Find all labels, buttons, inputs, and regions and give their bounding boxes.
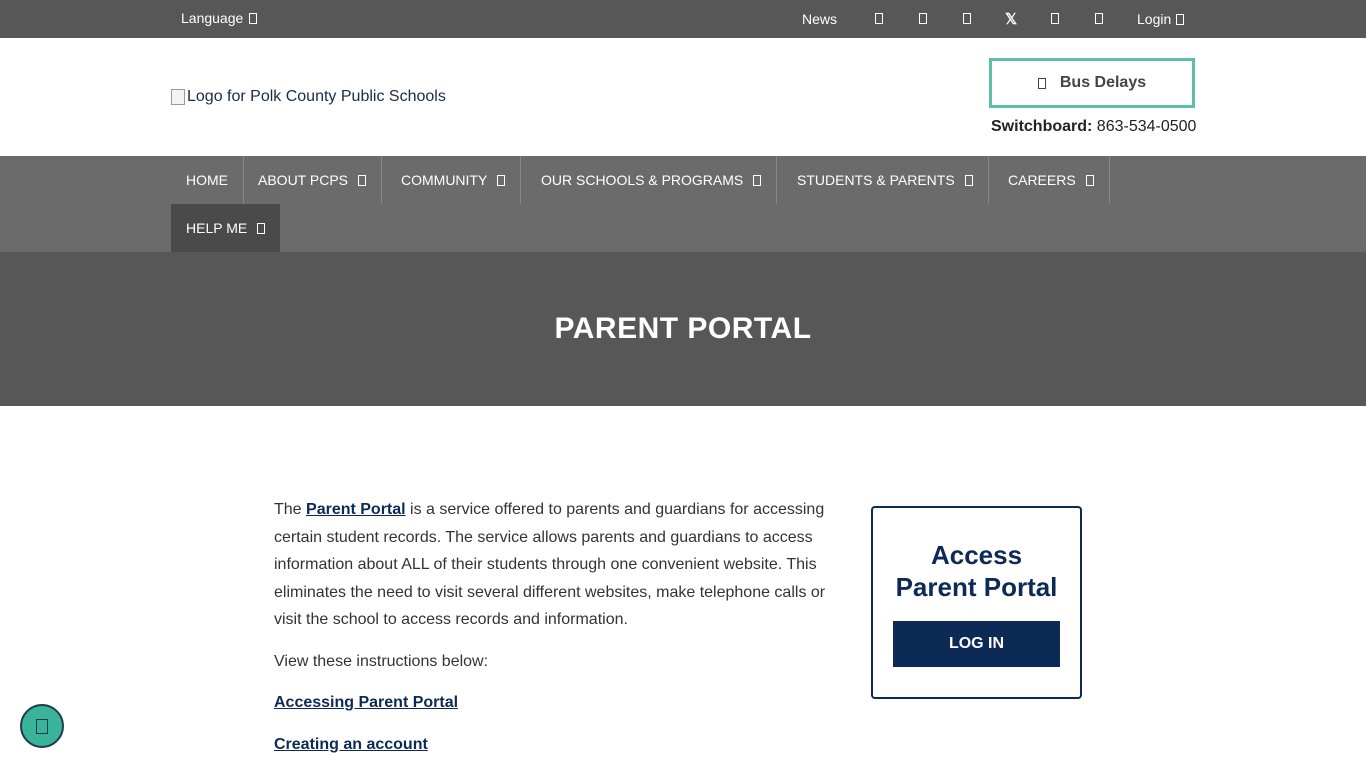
chevron-down-icon [965, 175, 973, 186]
accessibility-icon [36, 719, 48, 734]
nav-item-about[interactable] [243, 156, 382, 204]
main-navigation [0, 156, 1366, 252]
broken-image-icon [171, 89, 185, 105]
bus-delays-label: Bus Delays [1059, 74, 1147, 91]
card-title [873, 539, 1080, 603]
intro-text-start: The [274, 501, 307, 518]
news-link[interactable]: News [802, 11, 838, 27]
nav-label: ABOUT PCPS [258, 172, 348, 188]
top-utility-bar [0, 0, 1366, 38]
linkedin-icon[interactable] [1033, 12, 1077, 27]
card-title-line1: Access [930, 540, 1023, 570]
language-label: Language [181, 10, 244, 26]
bus-icon [1038, 78, 1046, 89]
intro-text-rest: is a service offered to parents and guardians for accessing certain student records. The service allows parents and guardians to access information about ALL of their students through one convenient website. This eliminates the need to visit several different websites, make telephone calls or visit the school to access records and information. [274, 501, 826, 628]
site-header [0, 38, 1366, 156]
chevron-down-icon [1176, 14, 1184, 25]
chevron-down-icon [497, 175, 505, 186]
creating-account-link[interactable]: Creating an account [274, 735, 428, 753]
page-banner [0, 252, 1366, 406]
chevron-down-icon [753, 175, 761, 186]
nav-label: CAREERS [1008, 172, 1076, 188]
card-title-line2: Parent Portal [895, 572, 1058, 602]
chevron-down-icon [1086, 175, 1094, 186]
chevron-down-icon [249, 13, 257, 24]
access-portal-card [871, 506, 1082, 699]
nav-label: OUR SCHOOLS & PROGRAMS [541, 172, 744, 188]
nav-item-community[interactable] [386, 156, 521, 204]
parent-portal-link[interactable]: Parent Portal [306, 501, 406, 518]
nav-item-schools-programs[interactable] [526, 156, 777, 204]
switchboard-info [991, 118, 1196, 136]
chevron-down-icon [257, 223, 265, 234]
accessibility-widget-button[interactable] [20, 704, 64, 748]
switchboard-label: Switchboard: [991, 118, 1093, 135]
youtube-icon[interactable] [945, 12, 989, 27]
instagram-icon[interactable] [901, 12, 945, 27]
page-title: PARENT PORTAL [554, 312, 812, 345]
nav-item-help-me[interactable] [171, 204, 280, 252]
x-icon[interactable]: 𝕏 [1004, 11, 1018, 28]
instructions-text: View these instructions below: [274, 652, 489, 670]
site-logo[interactable] [171, 88, 446, 106]
chevron-down-icon [358, 175, 366, 186]
language-selector[interactable] [181, 10, 257, 26]
top-right-links [802, 0, 1184, 38]
login-label: Login [1137, 11, 1172, 27]
email-icon[interactable] [1077, 12, 1121, 27]
facebook-icon[interactable] [857, 12, 901, 27]
nav-item-careers[interactable] [993, 156, 1110, 204]
main-content [274, 496, 844, 768]
login-link[interactable] [1137, 11, 1184, 27]
accessing-parent-portal-link[interactable]: Accessing Parent Portal [274, 694, 459, 711]
intro-paragraph [274, 496, 844, 634]
nav-label: STUDENTS & PARENTS [797, 172, 955, 188]
log-in-button[interactable]: LOG IN [893, 621, 1060, 667]
switchboard-number[interactable]: 863-534-0500 [1096, 118, 1197, 135]
logo-alt-text: Logo for Polk County Public Schools [187, 88, 446, 105]
nav-item-students-parents[interactable] [782, 156, 989, 204]
nav-label: HELP ME [186, 220, 248, 236]
nav-label: COMMUNITY [401, 172, 488, 188]
nav-item-home[interactable] [171, 156, 244, 204]
nav-label: HOME [186, 172, 228, 188]
bus-delays-button[interactable] [989, 58, 1195, 108]
